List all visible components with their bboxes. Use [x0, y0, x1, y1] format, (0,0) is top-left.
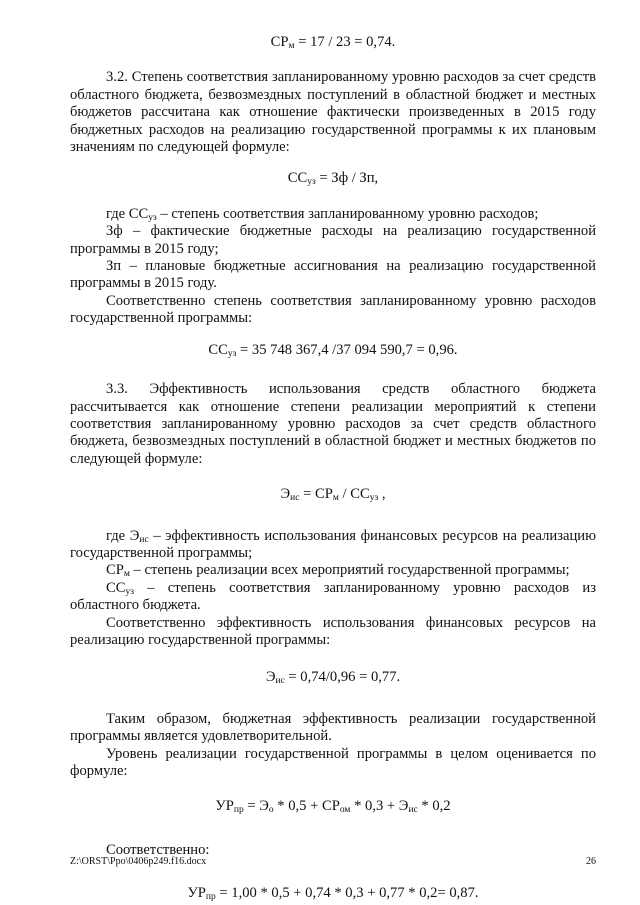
definition-text: СС — [106, 579, 126, 596]
formula-text: СР — [270, 34, 289, 50]
definition-text: – степень соответствия запланированному уровню расходов из областного бюджета. — [70, 579, 596, 614]
section-3-3-paragraph: 3.3. Эффективность использования средств областного бюджета рассчитывается как отношение степени реализации мероприятий к степени соответствия запланированному уровню расходов за счет средств областного бюджета, безвозмездных поступлений в областной бюджет и местных бюджетов по следующей формуле: — [70, 381, 596, 467]
formula-text: = Э — [243, 798, 269, 815]
formula-urpr-calc — [70, 885, 596, 902]
program-level-paragraph: Уровень реализации государственной программы в целом оценивается по формуле: — [70, 745, 596, 779]
formula-subscript: м — [288, 41, 295, 51]
definition-text: СР — [106, 562, 124, 579]
section-3-2-paragraph: 3.2. Степень соответствия запланированному уровню расходов за счет средств областного бюджета, безвозмездных поступлений в областной бюджет и местных бюджетов рассчитана как отношение фактически произведенных в 2015 году бюджетных расходов на реализацию государственной программы к их плановым значениям по следующей формуле: — [70, 69, 596, 156]
formula-text: = 1,00 * 0,5 + 0,74 * 0,3 + 0,77 * 0,2= 0,87. — [215, 885, 479, 902]
formula-text: * 0,3 + Э — [350, 798, 409, 815]
definition-subscript: уз — [148, 212, 157, 223]
formula-subscript: уз — [307, 177, 316, 188]
formula-subscript: ис — [290, 493, 300, 504]
formula-text: = СР — [299, 486, 333, 503]
formula-text: = 0,74/0,96 = 0,77. — [284, 669, 401, 686]
definition-text: где Э — [106, 527, 140, 544]
conclusion-paragraph: Таким образом, бюджетная эффективность реализации государственной программы является удовлетворительной. — [70, 710, 596, 745]
definition-subscript: уз — [125, 586, 134, 597]
definition-text: где СС — [106, 205, 149, 222]
formula-eis — [70, 486, 596, 503]
formula-subscript: пр — [233, 805, 244, 816]
paragraph-ssuz-result: Соответственно степень соответствия запланированному уровню расходов государственной программы: — [70, 292, 596, 327]
formula-text: / СС — [338, 486, 370, 503]
page-footer — [70, 856, 596, 867]
definition-text: – степень реализации всех мероприятий государственной программы; — [129, 562, 570, 579]
formula-text: СС — [208, 341, 228, 358]
formula-text: = 35 748 367,4 /37 094 590,7 = 0,96. — [236, 341, 458, 358]
formula-text: * 0,5 + СР — [273, 798, 340, 815]
formula-text: УР — [187, 885, 206, 902]
definition-text: – степень соответствия запланированному уровню расходов; — [156, 205, 539, 222]
formula-text: Э — [265, 669, 276, 686]
formula-text: Э — [280, 486, 291, 503]
formula-subscript: уз — [369, 493, 379, 504]
formula-text: * 0,2 — [417, 798, 451, 815]
formula-srm — [70, 34, 596, 51]
definition-subscript: м — [123, 569, 130, 580]
document-page — [70, 34, 596, 903]
formula-subscript: м — [332, 493, 339, 504]
formula-subscript: пр — [205, 892, 216, 903]
definition-srm — [70, 562, 596, 579]
definition-text: – эффективность использования финансовых ресурсов на реализацию государственной программы; — [70, 527, 596, 561]
formula-subscript: ом — [339, 805, 351, 816]
formula-urpr — [70, 798, 596, 815]
definition-zp: Зп – плановые бюджетные ассигнования на реализацию государственной программы в 2015 году. — [70, 258, 596, 292]
formula-text: УР — [215, 798, 234, 815]
formula-eis-calc — [70, 669, 596, 686]
formula-text: СС — [287, 170, 308, 187]
formula-subscript: уз — [227, 348, 237, 359]
page-number: 26 — [586, 856, 596, 867]
formula-subscript: ис — [408, 805, 418, 816]
formula-text: , — [378, 486, 386, 503]
formula-subscript: ис — [275, 676, 285, 687]
definition-eis — [70, 528, 596, 563]
file-path: Z:\ORST\Ppo\0406p249.f16.docx — [70, 856, 207, 867]
formula-text: = Зф / Зп, — [315, 170, 379, 187]
formula-ssuz-calc — [70, 342, 596, 359]
accordingly-label: Соответственно: — [106, 841, 210, 858]
definition-subscript: ис — [139, 534, 149, 545]
formula-ssuz — [70, 170, 596, 187]
definition-zf: Зф – фактические бюджетные расходы на реализацию государственной программы в 2015 году; — [70, 223, 596, 257]
formula-text: = 17 / 23 = 0,74. — [294, 34, 396, 50]
definition-ssuz-2 — [70, 580, 596, 615]
definition-ssuz — [70, 206, 596, 223]
formula-subscript: о — [268, 805, 274, 816]
paragraph-eis-result: Соответственно эффективность использования финансовых ресурсов на реализацию государственной программы: — [70, 614, 596, 648]
